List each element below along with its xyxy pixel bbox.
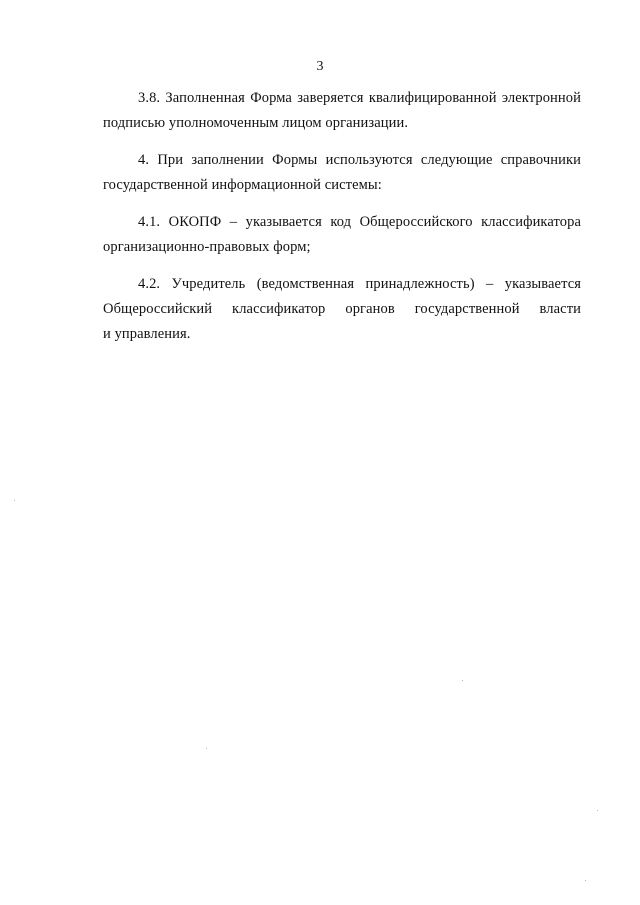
paragraph-line: 3.8. Заполненная Форма заверяется квалифицированной электронной (138, 90, 581, 106)
page-number: 3 (316, 59, 324, 74)
paragraph-line: 4.2. Учредитель (ведомственная принадлежность) – указывается (138, 276, 581, 292)
scan-speck (462, 680, 463, 681)
scan-speck (206, 748, 207, 749)
paragraph-line: Общероссийский классификатор органов государственной власти (103, 301, 581, 317)
paragraph-4 (103, 148, 581, 198)
document-body (103, 86, 581, 359)
paragraph-line: организационно-правовых форм; (103, 239, 311, 255)
paragraph-3-8 (103, 86, 581, 136)
scan-speck (585, 880, 586, 881)
paragraph-line: и управления. (103, 326, 191, 342)
paragraph-line: государственной информационной системы: (103, 177, 382, 193)
paragraph-4-2 (103, 272, 581, 347)
paragraph-line: подписью уполномоченным лицом организации. (103, 115, 409, 131)
scan-speck (597, 810, 598, 811)
paragraph-line: 4.1. ОКОПФ – указывается код Общероссийского классификатора (138, 214, 581, 230)
paragraph-line: 4. При заполнении Формы используются следующие справочники (138, 152, 581, 168)
paragraph-4-1 (103, 210, 581, 260)
scan-speck (14, 500, 15, 501)
